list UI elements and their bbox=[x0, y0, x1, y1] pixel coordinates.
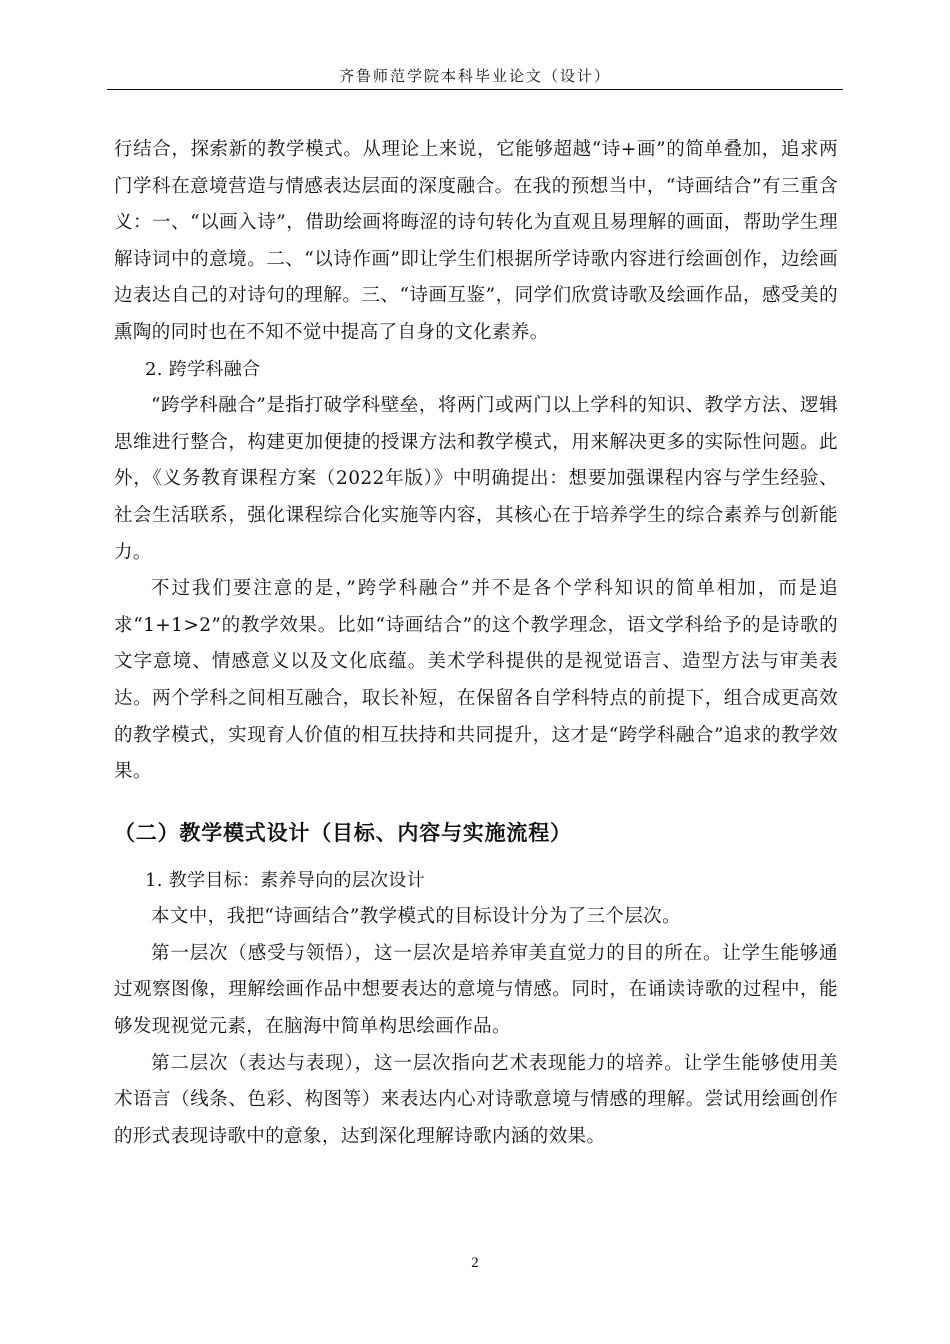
subheading-interdisciplinary: 2. 跨学科融合 bbox=[145, 358, 261, 380]
paragraph-level-one: 第一层次（感受与领悟），这一层次是培养审美直觉力的目的所在。让学生能够通过观察图像，理解绘画作品中想要表达的意境与情感。同时，在诵读诗歌的过程中，能够发现视觉元素，在脑海中简单构思绘画作品。 bbox=[114, 942, 838, 1038]
paragraph-interdisciplinary-definition: “跨学科融合”是指打破学科壁垒，将两门或两门以上学科的知识、教学方法、逻辑思维进行整合，构建更加便捷的授课方法和教学模式，用来解决更多的实际性问题。此外，《义务教育课程方案（2022年版）》中明确提出：想要加强课程内容与学生经验、社会生活联系，强化课程综合化实施等内容，其核心在于培养学生的综合素养与创新能力。 bbox=[114, 395, 838, 563]
section-heading-teaching-design: （二）教学模式设计（目标、内容与实施流程） bbox=[114, 820, 572, 845]
paragraph-level-two: 第二层次（表达与表现），这一层次指向艺术表现能力的培养。让学生能够使用美术语言（线条、色彩、构图等）来表达内心对诗歌意境与情感的理解。尝试用绘画创作的形式表现诗歌中的意象，达到深化理解诗歌内涵的效果。 bbox=[114, 1052, 838, 1147]
paragraph-three-levels: 本文中，我把“诗画结合”教学模式的目标设计分为了三个层次。 bbox=[151, 906, 682, 928]
body-text bbox=[114, 132, 838, 1155]
paragraph-poetry-painting-meaning: 行结合，探索新的教学模式。从理论上来说，它能够超越“诗+画”的简单叠加，追求两门学科在意境营造与情感表达层面的深度融合。在我的预想当中，“诗画结合”有三重含义：一、“以画入诗”，借助绘画将晦涩的诗句转化为直观且易理解的画面，帮助学生理解诗词中的意境。二、“以诗作画”即让学生们根据所学诗歌内容进行绘画创作，边绘画边表达自己的对诗句的理解。三、“诗画互鉴”，同学们欣赏诗歌及绘画作品，感受美的熏陶的同时也在不知不觉中提高了自身的文化素养。 bbox=[114, 139, 838, 343]
paragraph-interdisciplinary-effect: 不过我们要注意的是，”跨学科融合”并不是各个学科知识的简单相加，而是追求“1+1>2”的教学效果。比如“诗画结合”的这个教学理念，语文学科给予的是诗歌的文字意境、情感意义以及文化底蕴。美术学科提供的是视觉语言、造型方法与审美表达。两个学科之间相互融合，取长补短，在保留各自学科特点的前提下，组合成更高效的教学模式，实现育人价值的相互扶持和共同提升，这才是“跨学科融合”追求的教学效果。 bbox=[114, 578, 838, 783]
page-number: 2 bbox=[471, 1255, 479, 1271]
running-header: 齐鲁师范学院本科毕业论文（设计） bbox=[338, 67, 611, 85]
subheading-teaching-goals: 1. 教学目标：素养导向的层次设计 bbox=[145, 869, 425, 891]
header-rule bbox=[107, 89, 843, 90]
